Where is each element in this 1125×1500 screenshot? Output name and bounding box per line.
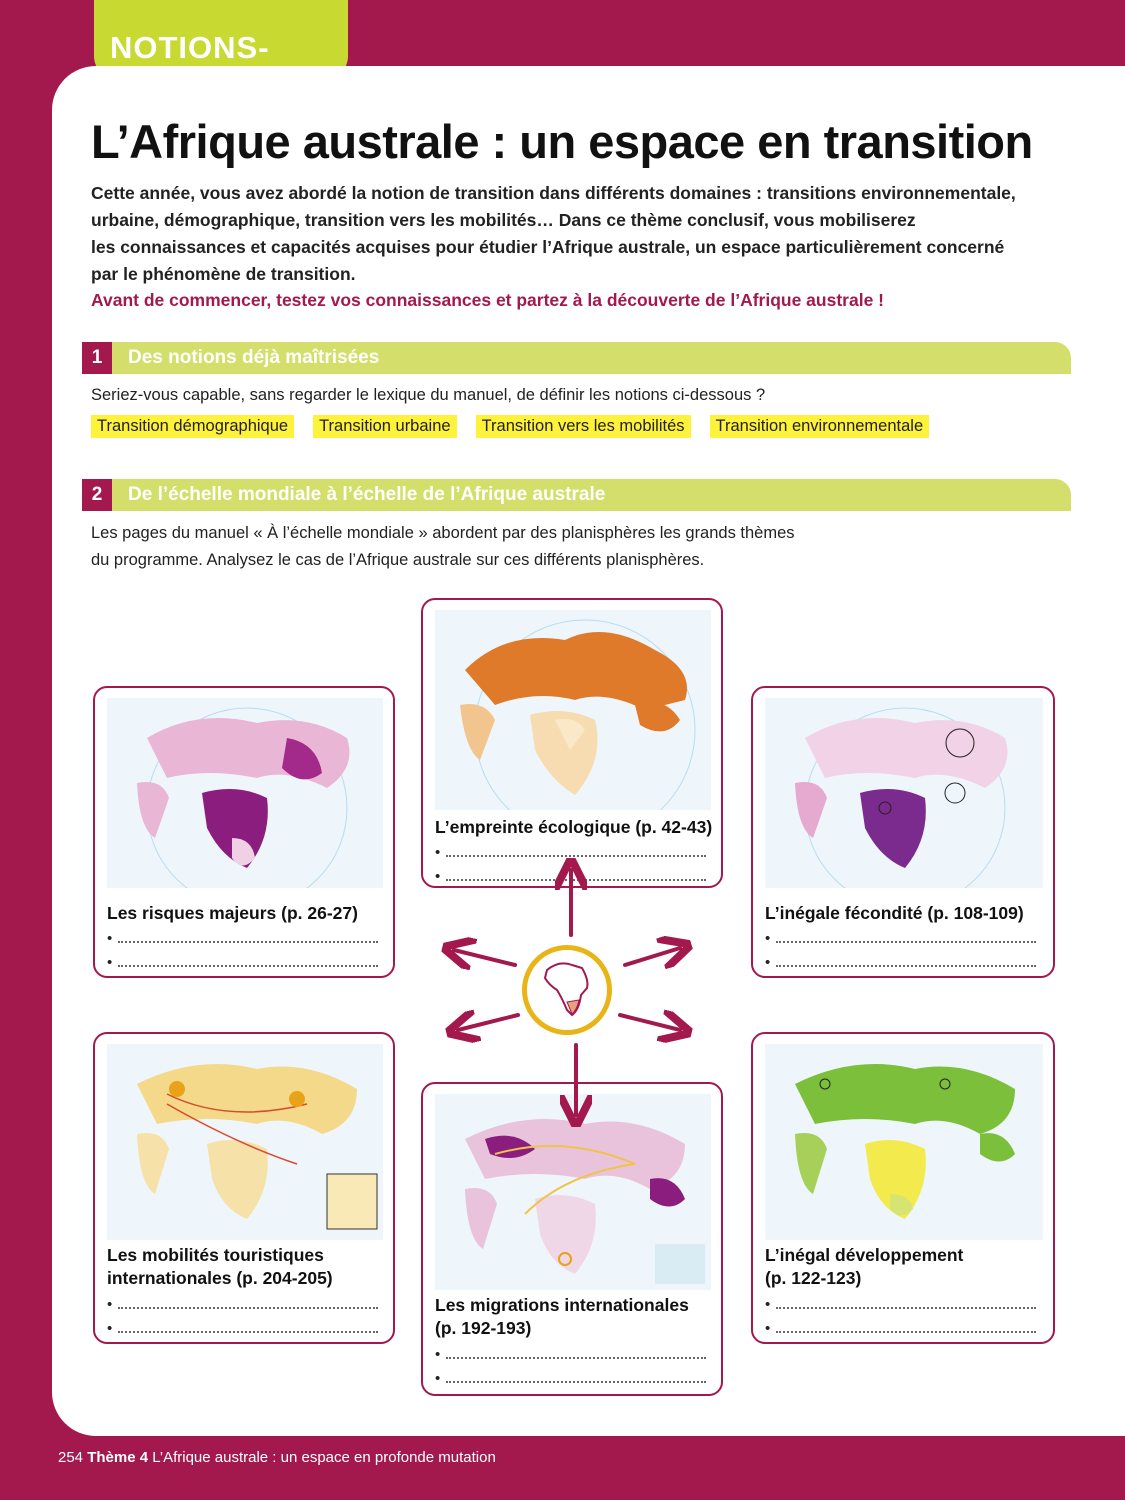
- answer-line[interactable]: •: [107, 930, 379, 947]
- card-inegal-developpement: [751, 1032, 1055, 1344]
- card-risques-majeurs: [93, 686, 395, 978]
- answer-line[interactable]: •: [765, 1296, 1039, 1313]
- card-title: L’inégal développement (p. 122-123): [765, 1245, 964, 1288]
- card-title: L’empreinte écologique (p. 42-43): [435, 817, 713, 837]
- section-1-header: [82, 342, 1071, 374]
- answer-line[interactable]: •: [765, 1320, 1039, 1337]
- section-2-header: [82, 479, 1071, 511]
- card-title: L’inégale fécondité (p. 108-109): [765, 903, 1024, 923]
- answer-line[interactable]: •: [435, 1370, 707, 1387]
- answer-line[interactable]: •: [765, 930, 1039, 947]
- card-title: Les mobilités touristiques internationales (p. 204-205): [107, 1245, 333, 1288]
- notion-chip: Transition vers les mobilités: [476, 415, 691, 438]
- page-number: 254: [58, 1449, 84, 1466]
- section-tag: NOTIONS-: [94, 0, 348, 80]
- section-2-number: 2: [82, 479, 112, 511]
- notion-chip: Transition démographique: [91, 415, 294, 438]
- card-title: Les risques majeurs (p. 26-27): [107, 903, 358, 923]
- footer-theme: Thème 4: [87, 1449, 149, 1466]
- section-1-number: 1: [82, 342, 112, 374]
- intro-callout: Avant de commencer, testez vos connaissances et partez à la découverte de l’Afrique australe !: [91, 290, 884, 310]
- footer: [58, 1449, 496, 1466]
- africa-hub-icon: [522, 945, 612, 1035]
- footer-subtitle: L’Afrique australe : un espace en profonde mutation: [152, 1449, 496, 1466]
- answer-line[interactable]: •: [435, 1346, 707, 1363]
- world-map-tourisme: [107, 1044, 383, 1240]
- intro-text: Cette année, vous avez abordé la notion de transition dans différents domaines : transitions environnementale, urbaine, démographique, transition vers les mobilités… Dans ce thème conclusif, vous mobiliserez les connaissances et capacités acquises pour étudier l’Afrique australe, un espace particulièrement concerné par le phénomène de transition.: [91, 183, 1016, 284]
- answer-line[interactable]: •: [107, 1320, 379, 1337]
- answer-line[interactable]: •: [435, 868, 707, 885]
- notion-list: [91, 415, 929, 438]
- page-title: L’Afrique australe : un espace en transition: [91, 115, 1033, 168]
- section-2-title: De l’échelle mondiale à l’échelle de l’Afrique australe: [128, 484, 606, 505]
- answer-line[interactable]: •: [107, 954, 379, 971]
- world-map-risques: [107, 698, 383, 888]
- card-inegale-fecondite: [751, 686, 1055, 978]
- answer-line[interactable]: •: [435, 844, 707, 861]
- answer-line[interactable]: •: [765, 954, 1039, 971]
- answer-line[interactable]: •: [107, 1296, 379, 1313]
- section-1-title: Des notions déjà maîtrisées: [128, 347, 380, 368]
- card-empreinte-ecologique: [421, 598, 723, 888]
- section-2-text: Les pages du manuel « À l’échelle mondiale » abordent par des planisphères les grands thèmes du programme. Analysez le cas de l’Afrique australe sur ces différents planisphères.: [91, 524, 795, 569]
- world-map-empreinte: [435, 610, 711, 810]
- notion-chip: Transition urbaine: [313, 415, 456, 438]
- notion-chip: Transition environnementale: [710, 415, 930, 438]
- africa-outline-icon: [527, 950, 607, 1030]
- card-title: Les migrations internationales (p. 192-193): [435, 1295, 689, 1338]
- card-mobilites-touristiques: [93, 1032, 395, 1344]
- section-1-question: Seriez-vous capable, sans regarder le lexique du manuel, de définir les notions ci-dessous ?: [91, 386, 766, 404]
- world-map-fecondite: [765, 698, 1043, 888]
- world-map-developpement: [765, 1044, 1043, 1240]
